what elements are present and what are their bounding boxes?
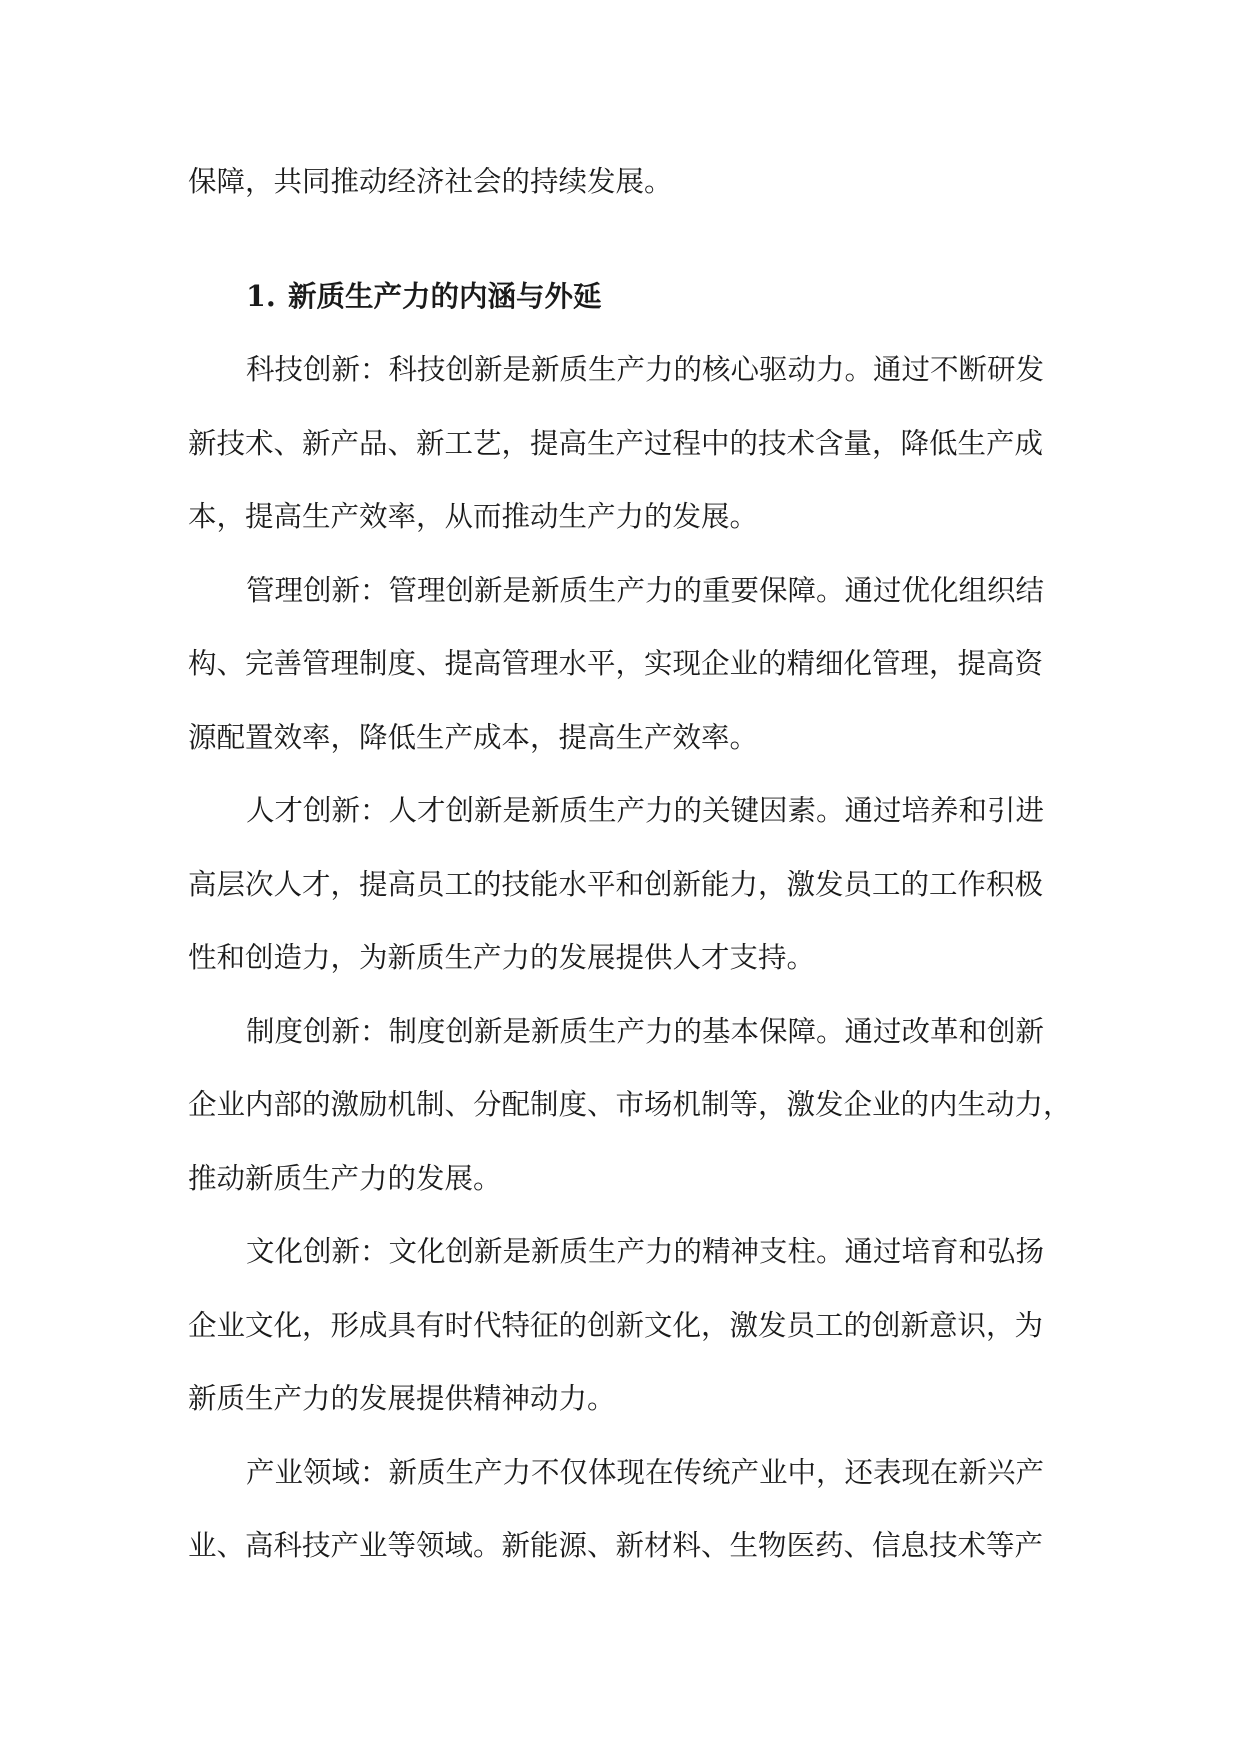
paragraph-talent-innovation bbox=[188, 774, 1058, 995]
paragraph-industry-fields bbox=[188, 1436, 1058, 1583]
paragraph-line: 高层次人才，提高员工的技能水平和创新能力，激发员工的工作积极 bbox=[188, 867, 1044, 901]
paragraph-line: 新质生产力的发展提供精神动力。 bbox=[188, 1382, 616, 1415]
paragraph-line: 本，提高生产效率，从而推动生产力的发展。 bbox=[188, 500, 759, 533]
paragraph-line: 产业领域：新质生产力不仅体现在传统产业中，还表现在新兴产 bbox=[246, 1455, 1045, 1489]
paragraph-line: 企业文化，形成具有时代特征的创新文化，激发员工的创新意识，为 bbox=[188, 1308, 1044, 1342]
paragraph-line: 企业内部的激励机制、分配制度、市场机制等，激发企业的内生动力， bbox=[188, 1088, 1072, 1121]
paragraph-institutional-innovation bbox=[188, 995, 1072, 1216]
paragraph-line: 源配置效率，降低生产成本，提高生产效率。 bbox=[188, 720, 759, 754]
paragraph-line: 文化创新：文化创新是新质生产力的精神支柱。通过培育和弘扬 bbox=[246, 1235, 1045, 1268]
document-page bbox=[188, 145, 1072, 1583]
paragraph-line: 人才创新：人才创新是新质生产力的关键因素。通过培养和引进 bbox=[246, 794, 1045, 827]
paragraph-cultural-innovation bbox=[188, 1215, 1058, 1436]
paragraph-line: 科技创新：科技创新是新质生产力的核心驱动力。通过不断研发 bbox=[246, 353, 1045, 386]
paragraph-line: 性和创造力，为新质生产力的发展提供人才支持。 bbox=[188, 941, 816, 974]
section-heading bbox=[188, 260, 1058, 334]
paragraph-line: 新技术、新产品、新工艺，提高生产过程中的技术含量，降低生产成 bbox=[188, 426, 1044, 460]
paragraph-line: 制度创新：制度创新是新质生产力的基本保障。通过改革和创新 bbox=[246, 1014, 1045, 1048]
paragraph-management-innovation bbox=[188, 554, 1058, 775]
paragraph-tech-innovation bbox=[188, 333, 1058, 554]
intro-line: 保障，共同推动经济社会的持续发展。 bbox=[188, 165, 673, 198]
paragraph-line: 构、完善管理制度、提高管理水平，实现企业的精细化管理，提高资 bbox=[188, 647, 1044, 680]
section-title: 新质生产力的内涵与外延 bbox=[288, 278, 602, 313]
paragraph-line: 推动新质生产力的发展。 bbox=[188, 1161, 502, 1195]
paragraph-line: 业、高科技产业等领域。新能源、新材料、生物医药、信息技术等产 bbox=[188, 1529, 1044, 1562]
paragraph-line: 管理创新：管理创新是新质生产力的重要保障。通过优化组织结 bbox=[246, 573, 1045, 607]
section-number: 1. bbox=[246, 278, 276, 313]
